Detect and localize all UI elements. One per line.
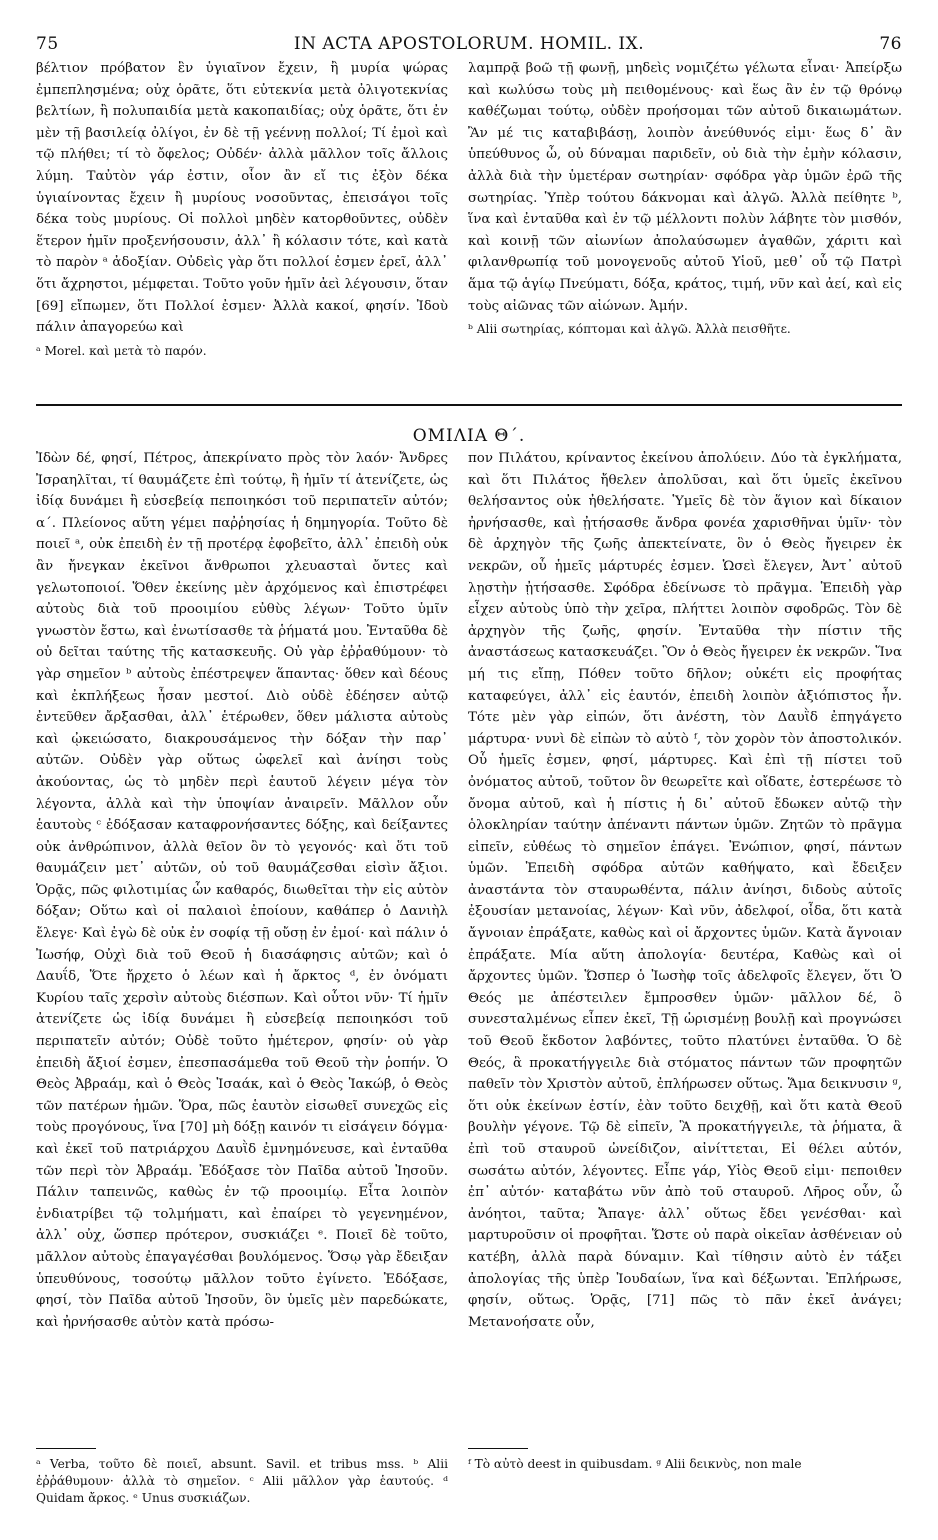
main-right-column [468, 448, 902, 1333]
footnote-rule [468, 1448, 528, 1449]
main-left-column [36, 448, 448, 1333]
footnote: ᶠ Τὸ αὐτὸ deest in quibusdam. ᵍ Alii δεικνὺς, non male [468, 1457, 802, 1471]
main-left-footnotes [36, 1456, 448, 1507]
running-header [36, 34, 902, 58]
body-text: πον Πιλάτου, κρίναντος ἐκείνου ἀπολύειν. Δύο τὰ ἐγκλήματα, καὶ ὅτι Πιλάτος ἤθελεν ἀπολῦσαι, καὶ ὅτι ὑμεῖς ἐκεῖνου θελήσαντος οὐκ ἠθελήσατε. Ὑμεῖς δὲ τὸν ἅγιον καὶ δίκαιον ἠρνήσασθε, καὶ ᾐτήσασθε ἄνδρα φονέα χαρισθῆναι ὑμῖν· τὸν δὲ ἀρχηγὸν τῆς ζωῆς ἀπεκτείνατε, ὃν ὁ Θεὸς ἤγειρεν ἐκ νεκρῶν, οὗ ἡμεῖς μάρτυρές ἐσμεν. Ὡσεὶ ἔλεγεν, Ἀντ᾽ αὐτοῦ λῃστὴν ᾐτήσασθε. Σφόδρα ἐδείνωσε τὸ πρᾶγμα. Ἐπειδὴ γὰρ εἶχεν αὐτοὺς ὑπὸ τὴν χεῖρα, πλήττει λοιπὸν σφοδρῶς. Τὸν δὲ ἀρχηγὸν τῆς ζωῆς, φησίν. Ἐνταῦθα τὴν πίστιν τῆς ἀναστάσεως κατασκευάζει. Ὃν ὁ Θεὸς ἤγειρεν ἐκ νεκρῶν. Ἵνα μή τις εἴπῃ, Πόθεν τοῦτο δῆλον; οὐκέτι εἰς προφήτας καταφεύγει, ἀλλ᾽ εἰς ἑαυτόν, ἐπειδὴ λοιπὸν ἀξιόπιστος ἦν. Τότε μὲν γὰρ εἰπών, ὅτι ἀνέστη, τὸν Δαυῒδ ἐπηγάγετο μάρτυρα· νυνὶ δὲ εἰπὼν τὸ αὐτὸ ᶠ, τὸν χορὸν τὸν ἀποστολικόν. Οὗ ἡμεῖς ἐσμεν, φησί, μάρτυρες. Καὶ ἐπὶ τῇ πίστει τοῦ ὀνόματος αὐτοῦ, τοῦτον ὃν θεωρεῖτε καὶ οἴδατε, ἐστερέωσε τὸ ὄνομα αὐτοῦ, καὶ ἡ πίστις ἡ δι᾽ αὐτοῦ ἔδωκεν αὐτῷ τὴν ὁλοκληρίαν ταύτην ἀπέναντι πάντων ὑμῶν. Ζητῶν τὸ πρᾶγμα εἰπεῖν, εὐθέως τὸ σημεῖον ἐπάγει. Ἐνώπιον, φησί, πάντων ὑμῶν. Ἐπειδὴ σφόδρα αὐτῶν καθήψατο, καὶ ἔδειξεν ἀναστάντα τὸν σταυρωθέντα, πάλιν ἀνίησι, διδοὺς αὐτοῖς ἐξουσίαν μετανοίας, λέγων· Καὶ νῦν, ἀδελφοί, οἶδα, ὅτι κατὰ ἄγνοιαν ἐπράξατε, καθὼς καὶ οἱ ἄρχοντες ὑμῶν. Κατὰ ἄγνοιαν ἐπράξατε. Μία αὕτη ἀπολογία· δευτέρα, Καθὼς καὶ οἱ ἄρχοντες ὑμῶν. Ὥσπερ ὁ Ἰωσὴφ τοῖς ἀδελφοῖς ἔλεγεν, ὅτι Ὁ Θεός με ἀπέστειλεν ἔμπροσθεν ὑμῶν· μᾶλλον δέ, ὃ συνεσταλμένως εἶπεν ἐκεῖ, Τῇ ὡρισμένῃ βουλῇ καὶ προγνώσει τοῦ Θεοῦ ἔκδοτον λαβόντες, τοῦτο πλατύνει ἐνταῦθα. Ὁ δὲ Θεός, ἃ προκατήγγειλε διὰ στόματος πάντων τῶν προφητῶν παθεῖν τὸν Χριστὸν αὐτοῦ, ἐπλήρωσεν οὕτως. Ἅμα δεικνυσιν ᵍ, ὅτι οὐκ ἐκείνων ἐστίν, ἐὰν τοῦτο δειχθῇ, καὶ ὅτι κατὰ Θεοῦ βουλὴν γέγονε. Τῷ δὲ εἰπεῖν, Ἃ προκατήγγειλε, τὰ ῥήματα, ἃ ἐπὶ τοῦ σταυροῦ ὠνείδιζον, αἰνίττεται, Εἰ θέλει αὐτόν, σωσάτω αὐτόν, λέγοντες. Εἶπε γάρ, Υἱὸς Θεοῦ εἰμι· πεποιθεν ἐπ᾽ αὐτόν· καταβάτω νῦν ἀπὸ τοῦ σταυροῦ. Λῆρος οὖν, ὦ ἀνόητοι, ταῦτα; Ἄπαγε· ἀλλ᾽ οὕτως ἔδει γενέσθαι· καὶ μαρτυροῦσιν οἱ προφῆται. Ὥστε οὐ παρὰ οἰκεῖαν ἀσθένειαν οὐ κατέβη, ἀλλὰ παρὰ δύναμιν. Καὶ τίθησιν αὐτὸ ἐν τάξει ἀπολογίας τῆς ὑπὲρ Ἰουδαίων, ἵνα καὶ δέξωνται. Ἐπλήρωσε, φησίν, οὕτως. Ὁρᾷς, [71] πῶς τὸ πᾶν ἐκεῖ ἀνάγει; Μετανοήσατε οὖν, [468, 451, 902, 1330]
homily-title: ΟΜΙΛΙΑ Θ΄. [412, 426, 526, 446]
running-title: IN ACTA APOSTOLORUM. HOMIL. IX. [293, 34, 645, 54]
body-text: Ἰδὼν δέ, φησί, Πέτρος, ἀπεκρίνατο πρὸς τὸν λαόν· Ἄνδρες Ἰσραηλῖται, τί θαυμάζετε ἐπὶ τούτῳ, ἢ ἡμῖν τί ἀτενίζετε, ὡς ἰδίᾳ δυνάμει ἢ εὐσεβείᾳ πεποιηκόσι τοῦ περιπατεῖν αὐτόν; α΄. Πλείονος αὕτη γέμει παῤῥησίας ἡ δημηγορία. Τοῦτο δὲ ποιεῖ ᵃ, οὐκ ἐπειδὴ ἐν τῇ προτέρᾳ ἐφοβεῖτο, ἀλλ᾽ ἐπειδὴ οὐκ ἂν ἤνεγκαν ἐκεῖνοι ἄνθρωποι χλευασταὶ ὄντες καὶ γελωτοποιοί. Ὅθεν ἐκείνης μὲν ἀρχόμενος καὶ ἐπιστρέφει αὐτοὺς διὰ τοῦ προοιμίου εὐθὺς λέγων· Τοῦτο ὑμῖν γνωστὸν ἔστω, καὶ ἐνωτίσασθε τὰ ῥήματά μου. Ἐνταῦθα δὲ οὐ δεῖται ταύτης τῆς κατασκευῆς. Οὐ γὰρ ἐῤῥαθύμουν· τὸ γὰρ σημεῖον ᵇ αὐτοὺς ἐπέστρεψεν ἅπαντας· ὅθεν καὶ δέους καὶ ἐκπλήξεως ἦσαν μεστοί. Διὸ οὐδὲ ἐδέησεν αὐτῷ ἐντεῦθεν ἄρξασθαι, ἀλλ᾽ ἑτέρωθεν, ὅθεν μάλιστα αὐτοὺς καὶ ᾠκειώσατο, διακρουσάμενος τὴν δόξαν τὴν παρ᾽ αὐτῶν. Οὐδὲν γὰρ οὕτως ὠφελεῖ καὶ ἀνίησι τοὺς ἀκούοντας, ὡς τὸ μηδὲν περὶ ἑαυτοῦ λέγειν μέγα τὸν λέγοντα, ἀλλὰ καὶ τὴν ὑποψίαν ἀναιρεῖν. Μᾶλλον οὖν ἑαυτοὺς ᶜ ἐδόξασαν καταφρονήσαντες δόξης, καὶ δείξαντες οὐκ ἀνθρώπινον, ἀλλὰ θεῖον ὂν τὸ γεγονός· καὶ ὅτι τοῦ θαυμάζειν μετ᾽ αὐτῶν, οὐ τοῦ θαυμάζεσθαι εἰσὶν ἄξιοι. Ὁρᾷς, πῶς φιλοτιμίας ὧν καθαρός, διωθεῖται τὴν εἰς αὐτὸν δόξαν; Οὕτω καὶ οἱ παλαιοὶ ἐποίουν, καθάπερ ὁ Δανιὴλ ἔλεγε· Καὶ ἐγὼ δὲ οὐκ ἐν σοφίᾳ τῇ οὔσῃ ἐν ἐμοί· καὶ πάλιν ὁ Ἰωσήφ, Οὐχὶ διὰ τοῦ Θεοῦ ἡ διασάφησις αὐτῶν; καὶ ὁ Δαυΐδ, Ὅτε ἤρχετο ὁ λέων καὶ ἡ ἄρκτος ᵈ, ἐν ὀνόματι Κυρίου ταῖς χερσὶν αὐτοὺς διέσπων. Καὶ οὗτοι νῦν· Τί ἡμῖν ἀτενίζετε ὡς ἰδίᾳ δυνάμει ἢ εὐσεβείᾳ πεποιηκόσι τοῦ περιπατεῖν αὐτόν; Οὐδὲ τοῦτο ἡμέτερον, φησίν· οὐ γὰρ ἐπειδὴ ἄξιοί ἐσμεν, ἐπεσπασάμεθα τοῦ Θεοῦ τὴν ῥοπήν. Ὁ Θεὸς Ἀβραάμ, καὶ ὁ Θεὸς Ἰσαάκ, καὶ ὁ Θεὸς Ἰακώβ, ὁ Θεὸς τῶν πατέρων ἡμῶν. Ὅρα, πῶς ἑαυτὸν εἰσωθεῖ συνεχῶς εἰς τοὺς προγόνους, ἵνα [70] μὴ δόξῃ καινόν τι εἰσάγειν δόγμα· καὶ ἐκεῖ τοῦ πατριάρχου Δαυῒδ ἐμνημόνευσε, καὶ ἐνταῦθα τῶν περὶ τὸν Ἀβραάμ. Ἐδόξασε τὸν Παῖδα αὐτοῦ Ἰησοῦν. Πάλιν ταπεινῶς, καθὼς ἐν τῷ προοιμίῳ. Εἶτα λοιπὸν ἐνδιατρίβει τῷ τολμήματι, καὶ ἐπαίρει τὸ γεγενημένον, ἀλλ᾽ οὐχ, ὥσπερ πρότερον, συσκιάζει ᵉ. Ποιεῖ δὲ τοῦτο, μᾶλλον αὐτοὺς ἐπαγαγέσθαι βουλόμενος. Ὅσῳ γὰρ ἔδειξαν ὑπευθύνους, τοσούτῳ μᾶλλον τοῦτο ἐγίνετο. Ἐδόξασε, φησί, τὸν Παῖδα αὐτοῦ Ἰησοῦν, ὃν ὑμεῖς μὲν παρεδώκατε, καὶ ἠρνήσασθε αὐτὸν κατὰ πρόσω- [36, 451, 448, 1330]
top-right-column [468, 58, 902, 338]
top-left-column [36, 58, 448, 360]
main-right-footnotes [468, 1456, 902, 1473]
body-text: λαμπρᾷ βοῶ τῇ φωνῇ, μηδεὶς νομιζέτω γέλωτα εἶναι· Ἀπείρξω καὶ κωλύσω τοὺς μὴ πειθομένους· καὶ ἕως ἂν ἐν τῷ θρόνῳ καθέζωμαι τούτῳ, οὐδὲν προήσομαι τῶν αὐτοῦ δικαιωμάτων. Ἂν μέ τις καταβιβάσῃ, λοιπὸν ἀνεύθυνός εἰμι· ἕως δ᾽ ἂν ὑπεύθυνος ὦ, οὐ δύναμαι παριδεῖν, οὐ διὰ τὴν ἐμὴν κόλασιν, ἀλλὰ διὰ τὴν ὑμετέραν σωτηρίαν· σφόδρα γὰρ ὑμῶν ἐρῶ τῆς σωτηρίας. Ὑπὲρ τούτου δάκνομαι καὶ ἀλγῶ. Ἀλλὰ πείθητε ᵇ, ἵνα καὶ ἐνταῦθα καὶ ἐν τῷ μέλλοντι πολὺν λάβητε τὸν μισθόν, καὶ κοινῇ τῶν αἰωνίων ἀπολαύσωμεν ἀγαθῶν, χάριτι καὶ φιλανθρωπίᾳ τοῦ μονογενοῦς αὐτοῦ Υἱοῦ, μεθ᾽ οὗ τῷ Πατρὶ ἅμα τῷ ἁγίῳ Πνεύματι, δόξα, κράτος, τιμή, νῦν καὶ ἀεί, καὶ εἰς τοὺς αἰῶνας τῶν αἰώνων. Ἀμήν. [468, 61, 902, 314]
page-number-right: 76 [879, 34, 902, 54]
footnote: ᵃ Morel. καὶ μετὰ τὸ παρόν. [36, 343, 207, 358]
footnote-rule [36, 1448, 96, 1449]
section-divider [36, 404, 902, 406]
footnote: ᵇ Alii σωτηρίας, κόπτομαι καὶ ἀλγῶ. Ἀλλὰ πεισθῆτε. [468, 322, 791, 337]
page-number-left: 75 [36, 34, 59, 54]
body-text: βέλτιον πρόβατον ἓν ὑγιαῖνον ἔχειν, ἢ μυρία ψώρας ἐμπεπλησμένα; οὐχ ὁρᾶτε, ὅτι εὐτεκνία μετὰ ὀλιγοτεκνίας βελτίων, ἢ πολυπαιδία μετὰ κακοπαιδίας; οὐχ ὁρᾶτε, ὅτι ἐν μὲν τῇ βασιλείᾳ ὀλίγοι, ἐν δὲ τῇ γεέννῃ πολλοί; Τί ἐμοὶ καὶ τῷ πλήθει; τί τὸ ὄφελος; Οὐδέν· ἀλλὰ μᾶλλον τοῖς ἄλλοις λύμη. Ταὐτὸν γάρ ἐστιν, οἷον ἂν εἴ τις ἐξὸν δέκα ὑγιαίνοντας ἔχειν ἢ μυρίους νοσοῦντας, ἐπεισάγοι τοῖς δέκα τοὺς μυρίους. Οἱ πολλοὶ μηδὲν κατορθοῦντες, οὐδὲν ἕτερον ἡμῖν προξενήσουσιν, ἀλλ᾽ ἢ κόλασιν τότε, καὶ κατὰ τὸ παρὸν ᵃ ἀδοξίαν. Οὐδεὶς γὰρ ὅτι πολλοί ἐσμεν ἐρεῖ, ἀλλ᾽ ὅτι ἄχρηστοι, μέμφεται. Τοῦτο γοῦν ἡμῖν ἀεὶ λέγουσιν, ὅταν [69] εἴπωμεν, ὅτι Πολλοί ἐσμεν· Ἀλλὰ κακοί, φησίν. Ἰδοὺ πάλιν ἀπαγορεύω καὶ [36, 61, 448, 336]
footnote: ᵃ Verba, τοῦτο δὲ ποιεῖ, absunt. Savil. et tribus mss. ᵇ Alii ἐῤῥάθυμουν· ἀλλὰ τὸ σημεῖον. ᶜ Alii μᾶλλον γὰρ ἑαυτούς. ᵈ Quidam ἄρκος. ᵉ Unus συσκιάζων. [36, 1457, 448, 1505]
